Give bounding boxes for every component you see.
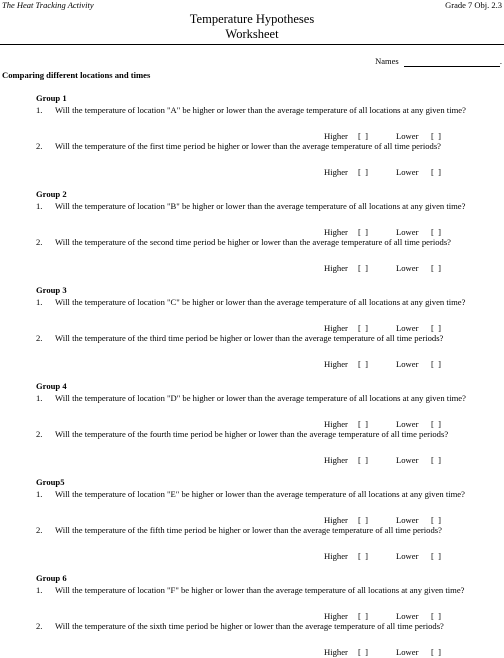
answer-choices <box>324 647 441 658</box>
question-number: 2. <box>36 525 43 535</box>
question-number: 2. <box>36 429 43 439</box>
higher-checkbox[interactable]: [ ] <box>358 263 369 273</box>
section-title: Comparing different locations and times <box>2 70 151 80</box>
lower-checkbox[interactable]: [ ] <box>431 611 442 621</box>
higher-label: Higher <box>324 263 348 273</box>
group-title: Group 6 <box>36 573 67 583</box>
higher-checkbox[interactable]: [ ] <box>358 455 369 465</box>
answer-choices <box>324 359 441 370</box>
lower-label: Lower <box>396 359 419 369</box>
higher-checkbox[interactable]: [ ] <box>358 227 369 237</box>
lower-label: Lower <box>396 611 419 621</box>
higher-label: Higher <box>324 227 348 237</box>
higher-checkbox[interactable]: [ ] <box>358 131 369 141</box>
question-number: 2. <box>36 141 43 151</box>
lower-checkbox[interactable]: [ ] <box>431 647 442 657</box>
question-text: Will the temperature of location "E" be higher or lower than the average temperature of all locations at any given time? <box>55 489 465 499</box>
question-number: 1. <box>36 489 43 499</box>
names-end-mark: . <box>499 56 502 66</box>
question-text: Will the temperature of location "F" be higher or lower than the average temperature of all locations at any given time? <box>55 585 465 595</box>
activity-name: The Heat Tracking Activity <box>2 0 94 10</box>
lower-checkbox[interactable]: [ ] <box>431 455 442 465</box>
question-text: Will the temperature of location "B" be higher or lower than the average temperature of all locations at any given time? <box>55 201 466 211</box>
question-text: Will the temperature of the sixth time period be higher or lower than the average temperature of all time periods? <box>55 621 444 631</box>
lower-checkbox[interactable]: [ ] <box>431 131 442 141</box>
answer-choices <box>324 455 441 466</box>
answer-choices <box>324 263 441 274</box>
lower-checkbox[interactable]: [ ] <box>431 359 442 369</box>
question-number: 2. <box>36 237 43 247</box>
lower-checkbox[interactable]: [ ] <box>431 323 442 333</box>
lower-checkbox[interactable]: [ ] <box>431 263 442 273</box>
lower-checkbox[interactable]: [ ] <box>431 551 442 561</box>
lower-checkbox[interactable]: [ ] <box>431 515 442 525</box>
higher-checkbox[interactable]: [ ] <box>358 647 369 657</box>
grade-objective: Grade 7 Obj. 2.3 <box>445 0 502 10</box>
answer-choices <box>324 167 441 178</box>
higher-checkbox[interactable]: [ ] <box>358 323 369 333</box>
question-number: 1. <box>36 105 43 115</box>
page-title <box>0 12 504 42</box>
answer-choices <box>324 551 441 562</box>
question-number: 1. <box>36 201 43 211</box>
lower-label: Lower <box>396 551 419 561</box>
higher-label: Higher <box>324 515 348 525</box>
higher-label: Higher <box>324 131 348 141</box>
lower-label: Lower <box>396 227 419 237</box>
lower-checkbox[interactable]: [ ] <box>431 227 442 237</box>
group-title: Group 4 <box>36 381 67 391</box>
higher-checkbox[interactable]: [ ] <box>358 359 369 369</box>
lower-label: Lower <box>396 455 419 465</box>
lower-label: Lower <box>396 647 419 657</box>
question-text: Will the temperature of the fourth time period be higher or lower than the average temperature of all time periods? <box>55 429 449 439</box>
question-number: 1. <box>36 297 43 307</box>
higher-label: Higher <box>324 419 348 429</box>
lower-label: Lower <box>396 323 419 333</box>
higher-checkbox[interactable]: [ ] <box>358 611 369 621</box>
higher-checkbox[interactable]: [ ] <box>358 419 369 429</box>
question-text: Will the temperature of the second time period be higher or lower than the average temperature of all time periods? <box>55 237 452 247</box>
title-line-2: Worksheet <box>225 27 279 41</box>
names-label: Names <box>375 56 399 66</box>
group-title: Group 3 <box>36 285 67 295</box>
question-text: Will the temperature of the third time period be higher or lower than the average temperature of all time periods? <box>55 333 444 343</box>
higher-label: Higher <box>324 359 348 369</box>
question-text: Will the temperature of location "C" be higher or lower than the average temperature of all locations at any given time? <box>55 297 466 307</box>
lower-label: Lower <box>396 419 419 429</box>
question-text: Will the temperature of the fifth time period be higher or lower than the average temperature of all time periods? <box>55 525 442 535</box>
question-number: 1. <box>36 393 43 403</box>
question-number: 2. <box>36 333 43 343</box>
names-blank-line[interactable] <box>404 58 500 67</box>
higher-checkbox[interactable]: [ ] <box>358 515 369 525</box>
higher-label: Higher <box>324 647 348 657</box>
lower-label: Lower <box>396 131 419 141</box>
higher-label: Higher <box>324 167 348 177</box>
higher-label: Higher <box>324 551 348 561</box>
question-number: 2. <box>36 621 43 631</box>
higher-checkbox[interactable]: [ ] <box>358 167 369 177</box>
question-text: Will the temperature of location "D" be higher or lower than the average temperature of all locations at any given time? <box>55 393 466 403</box>
lower-label: Lower <box>396 263 419 273</box>
title-line-1: Temperature Hypotheses <box>189 12 315 26</box>
question-text: Will the temperature of the first time period be higher or lower than the average temperature of all time periods? <box>55 141 441 151</box>
higher-label: Higher <box>324 455 348 465</box>
higher-label: Higher <box>324 323 348 333</box>
question-number: 1. <box>36 585 43 595</box>
group-title: Group5 <box>36 477 65 487</box>
lower-label: Lower <box>396 167 419 177</box>
group-title: Group 1 <box>36 93 67 103</box>
lower-checkbox[interactable]: [ ] <box>431 419 442 429</box>
higher-label: Higher <box>324 611 348 621</box>
group-title: Group 2 <box>36 189 67 199</box>
header-divider <box>0 44 504 45</box>
question-text: Will the temperature of location "A" be higher or lower than the average temperature of all locations at any given time? <box>55 105 466 115</box>
lower-checkbox[interactable]: [ ] <box>431 167 442 177</box>
lower-label: Lower <box>396 515 419 525</box>
names-field <box>375 56 502 67</box>
higher-checkbox[interactable]: [ ] <box>358 551 369 561</box>
